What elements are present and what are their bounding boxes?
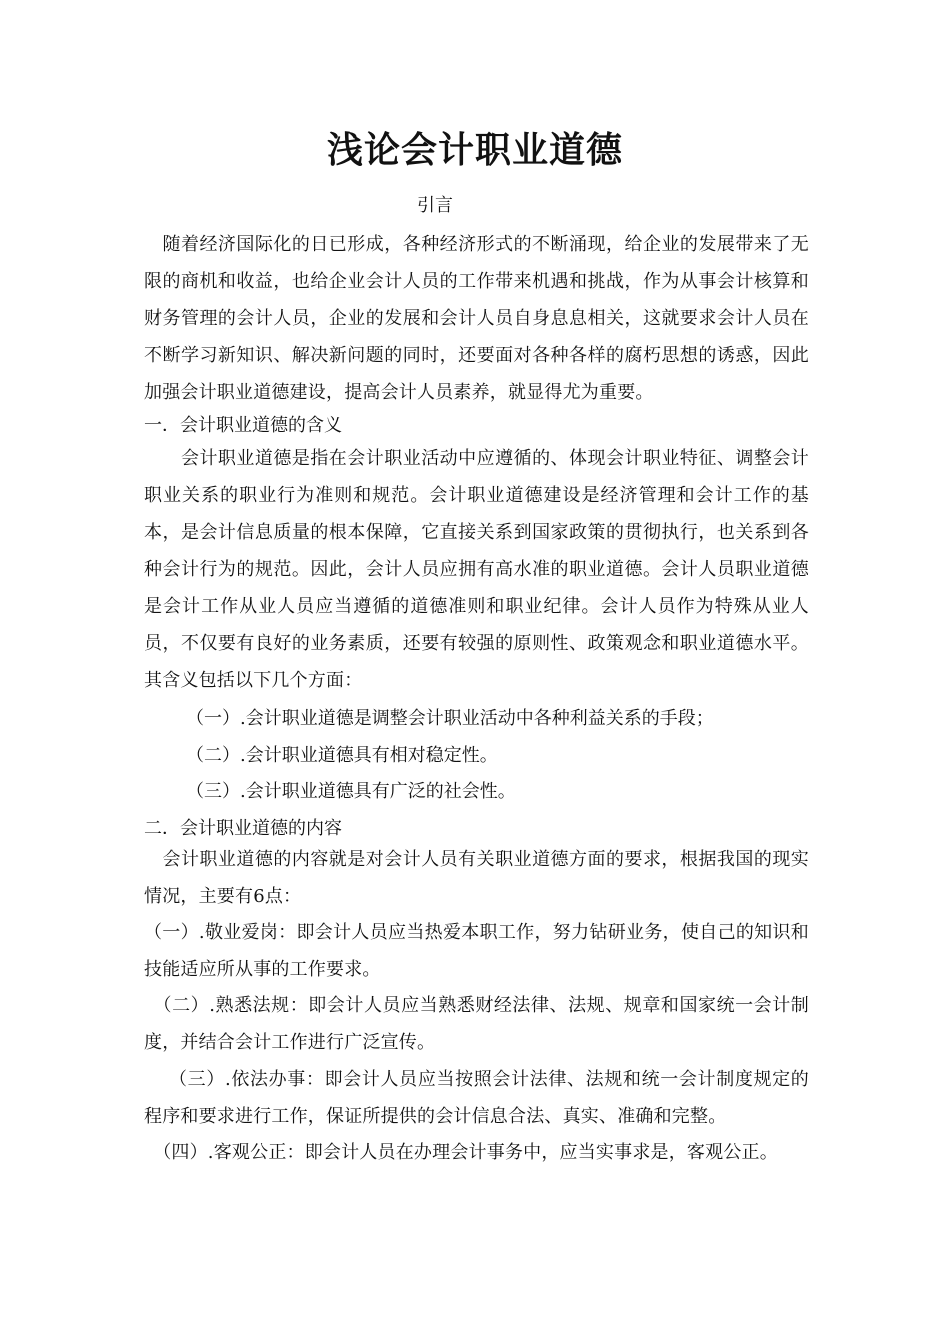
intro-paragraph: 随着经济国际化的日已形成，各种经济形式的不断涌现，给企业的发展带来了无限的商机和收益，也给企业会计人员的工作带来机遇和挑战，作为从事会计核算和财务管理的会计人员，企业的发展和会计人员自身息息相关，这就要求会计人员在不断学习新知识、解决新问题的同时，还要面对各种各样的腐朽思想的诱惑，因此加强会计职业道德建设，提高会计人员素养，就显得尤为重要。	[144, 234, 809, 403]
intro-heading: 引言	[417, 195, 453, 216]
section-1-item-1: （一）.会计职业道德是调整会计职业活动中各种利益关系的手段；	[186, 708, 714, 729]
section-2-point-4: （四）.客观公正：即会计人员在办理会计事务中，应当实事求是，客观公正。	[144, 1142, 778, 1163]
section-1-paragraph: 会计职业道德是指在会计职业活动中应遵循的、体现会计职业特征、调整会计职业关系的职业行为准则和规范。会计职业道德建设是经济管理和会计工作的基本，是会计信息质量的根本保障，它直接关系到国家政策的贯彻执行，也关系到各种会计行为的规范。因此，会计人员应拥有高水准的职业道德。会计人员职业道德是会计工作从业人员应当遵循的道德准则和职业纪律。会计人员作为特殊从业人员，不仅要有良好的业务素质，还要有较强的原则性、政策观念和职业道德水平。其含义包括以下几个方面：	[144, 448, 809, 691]
document-title: 浅论会计职业道德	[326, 130, 623, 171]
section-2-paragraph: 会计职业道德的内容就是对会计人员有关职业道德方面的要求，根据我国的现实情况，主要有6点：	[144, 849, 809, 907]
section-2-point-3: （三）.依法办事：即会计人员应当按照会计法律、法规和统一会计制度规定的程序和要求进行工作，保证所提供的会计信息合法、真实、准确和完整。	[144, 1069, 809, 1127]
section-1-item-3: （三）.会计职业道德具有广泛的社会性。	[186, 781, 516, 802]
section-2-point-2: （二）.熟悉法规：即会计人员应当熟悉财经法律、法规、规章和国家统一会计制度，并结合会计工作进行广泛宣传。	[144, 995, 809, 1053]
section-1-item-2: （二）.会计职业道德具有相对稳定性。	[186, 745, 498, 766]
section-1-heading: 一．会计职业道德的含义	[144, 415, 342, 436]
section-2-heading: 二．会计职业道德的内容	[144, 818, 342, 839]
section-2-point-1: （一）.敬业爱岗：即会计人员应当热爱本职工作，努力钻研业务，使自己的知识和技能适应所从事的工作要求。	[144, 922, 809, 980]
